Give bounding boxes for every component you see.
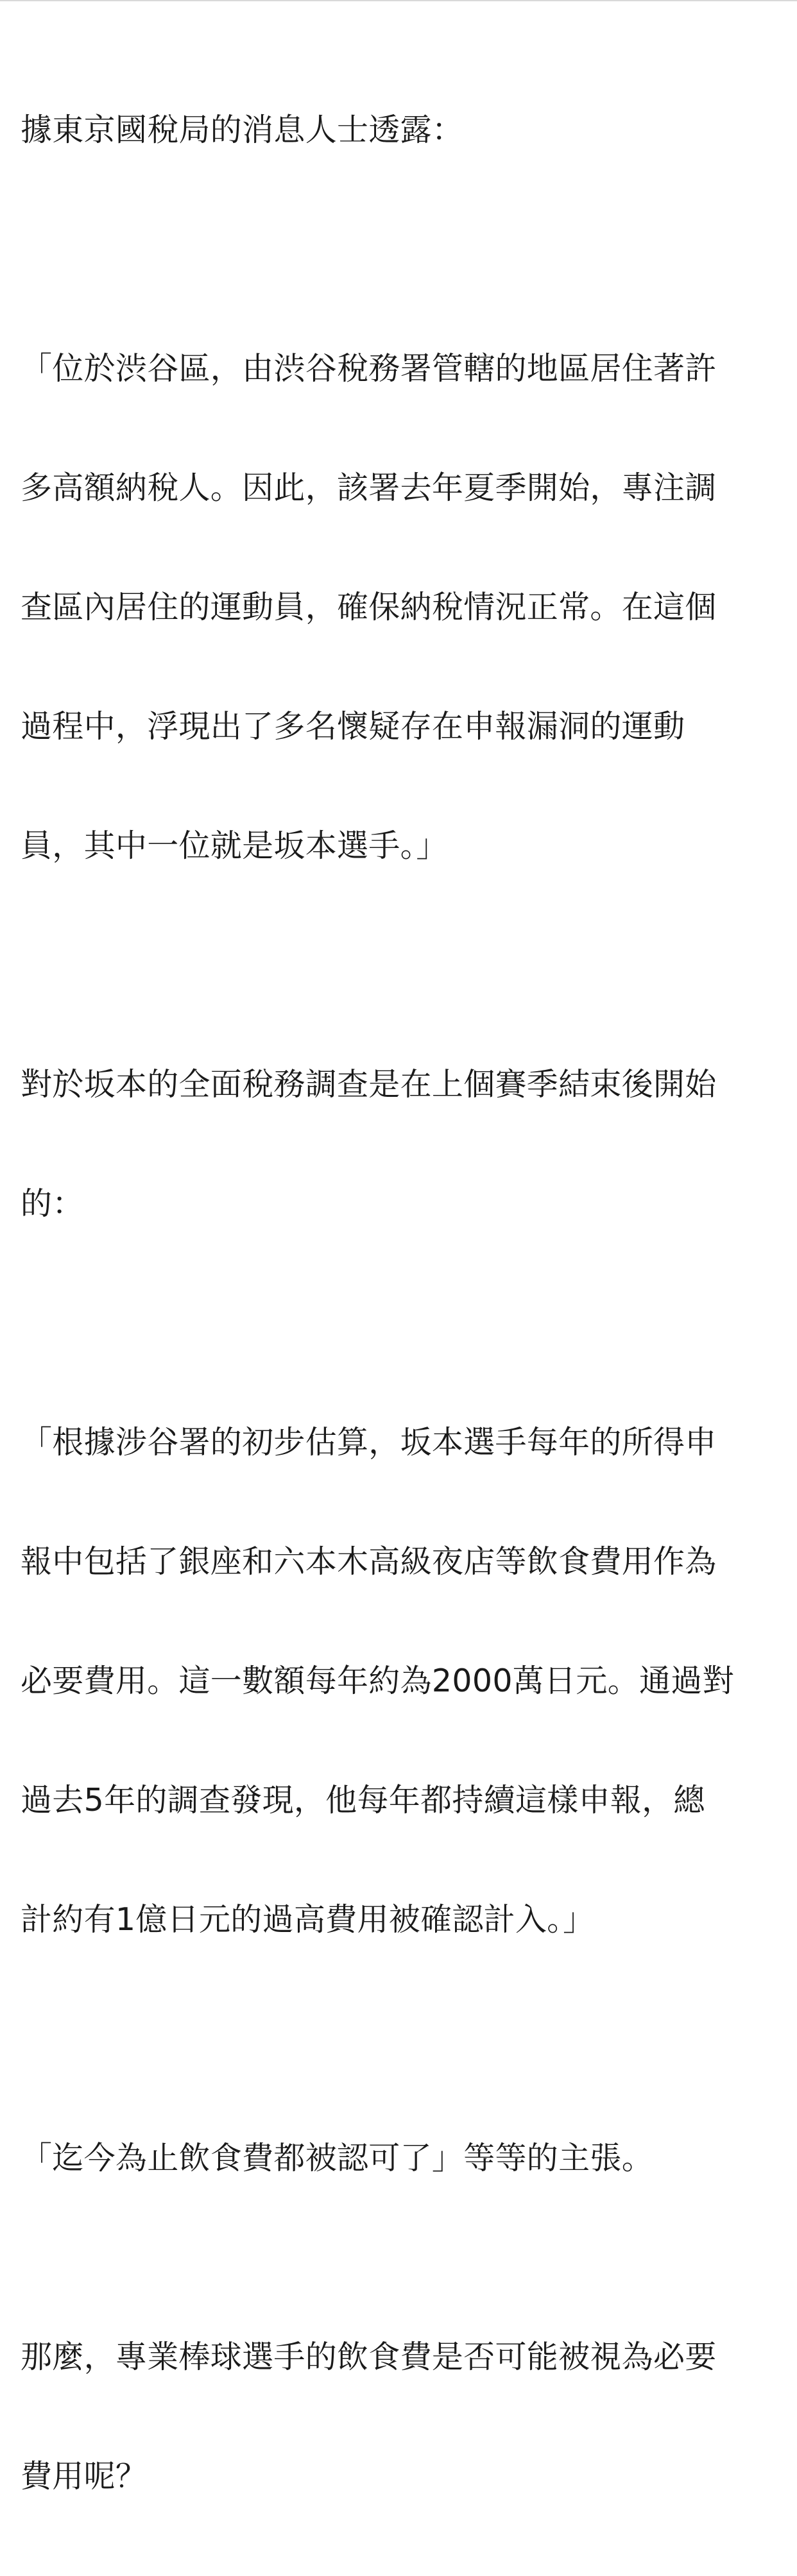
text-line: 「位於渋谷區，由渋谷稅務署管轄的地區居住著許 [21, 350, 717, 387]
text-line: 「根據涉谷署的初步估算，坂本選手每年的所得申 [21, 1424, 717, 1461]
text-line: 員，其中一位就是坂本選手。」 [21, 827, 448, 864]
text-line: 「迄今為止飲食費都被認可了」等等的主張。 [21, 2140, 654, 2176]
text-line: 查區內居住的運動員，確保納稅情況正常。在這個 [21, 589, 717, 625]
article-body [21, 31, 778, 2576]
paragraph-investigation-start [21, 985, 778, 1303]
text-line: 的： [21, 1185, 84, 1222]
text-line: 報中包括了銀座和六本木高級夜店等飲食費用作為 [21, 1543, 717, 1580]
text-line: 那麼，專業棒球選手的飲食費是否可能被視為必要 [21, 2339, 717, 2375]
paragraph-claim [21, 2059, 778, 2258]
paragraph-quote-estimate [21, 1343, 778, 2019]
text-line: 對於坂本的全面稅務調查是在上個賽季結束後開始 [21, 1066, 717, 1103]
paragraph-question [21, 2258, 778, 2576]
text-line: 必要費用。這一數額每年約為2000萬日元。通過對 [21, 1663, 734, 1699]
text-line: 計約有1億日元的過高費用被確認計入。」 [21, 1901, 595, 1938]
text-line: 過去5年的調查發現，他每年都持續這樣申報，總 [21, 1782, 705, 1818]
top-divider [0, 0, 797, 1]
text-line: 據東京國稅局的消息人士透露： [21, 112, 464, 148]
text-line: 多高額納稅人。因此，該署去年夏季開始，專注調 [21, 470, 717, 506]
paragraph-quote-shibuya [21, 269, 778, 945]
text-line: 費用呢？ [21, 2458, 148, 2495]
paragraph-source-intro [21, 31, 778, 230]
text-line: 過程中，浮現出了多名懷疑存在申報漏洞的運動 [21, 708, 685, 745]
